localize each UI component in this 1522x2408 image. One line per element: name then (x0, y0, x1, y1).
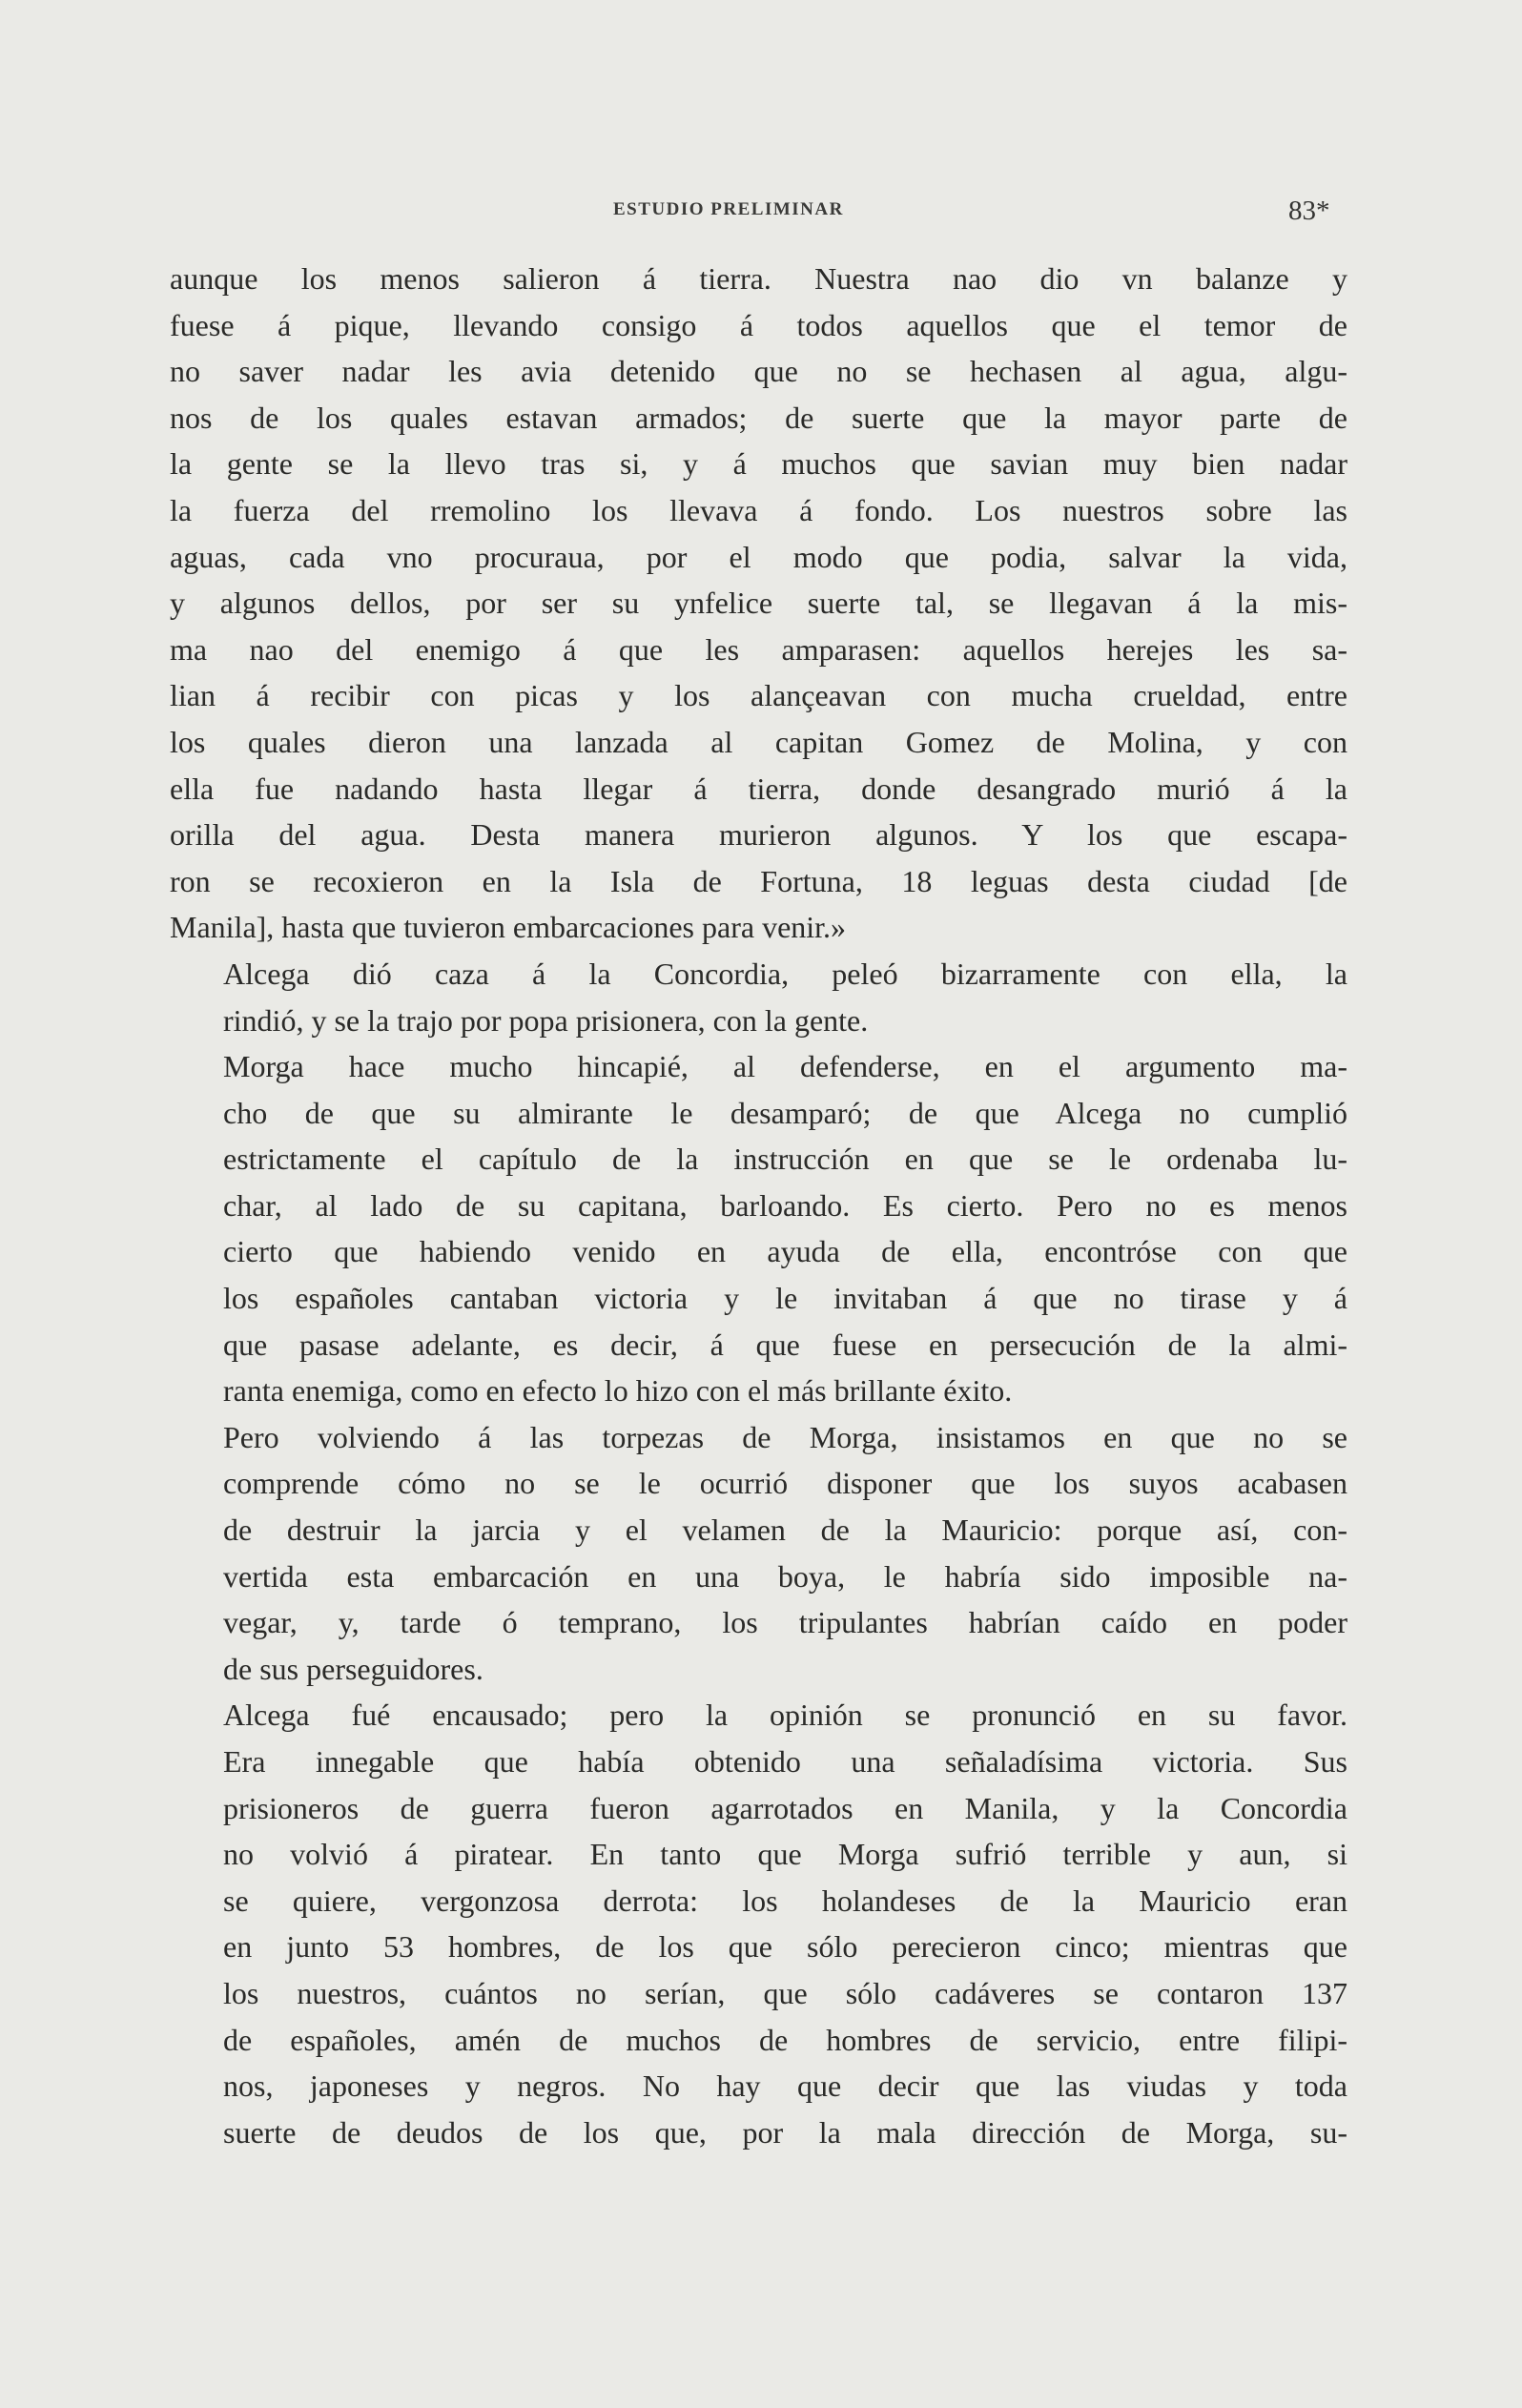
paragraph-alcega-caza (170, 951, 1347, 1043)
text-line: Alcega dió caza á la Concordia, peleó bizarramente con ella, la (223, 956, 1347, 991)
text-line: Era innegable que había obtenido una señaladísima victoria. Sus (223, 1744, 1347, 1779)
text-line: aunque los menos salieron á tierra. Nuestra nao dio vn balanze y (170, 261, 1347, 296)
paragraph-quote-end (170, 256, 1347, 951)
text-line: ron se recoxieron en la Isla de Fortuna, 18 leguas desta ciudad [de (170, 863, 1347, 898)
text-line: fuese á pique, llevando consigo á todos aquellos que el temor de (170, 307, 1347, 342)
text-line: Pero volviendo á las torpezas de Morga, insistamos en que no se (223, 1419, 1347, 1454)
text-line: orilla del agua. Desta manera murieron algunos. Y los que escapa- (170, 817, 1347, 853)
text-line: la gente se la llevo tras si, y á muchos que savian muy bien nadar (170, 446, 1347, 482)
text-line: se quiere, vergonzosa derrota: los holandeses de la Mauricio eran (223, 1883, 1347, 1918)
text-line: cho de que su almirante le desamparó; de que Alcega no cumplió (223, 1095, 1347, 1130)
text-line: nos de los quales estavan armados; de suerte que la mayor parte de (170, 400, 1347, 435)
body-text (170, 256, 1347, 2155)
text-line: no saver nadar les avia detenido que no se hechasen al agua, algu- (170, 354, 1347, 389)
text-line: prisioneros de guerra fueron agarrotados en Manila, y la Concordia (223, 1790, 1347, 1825)
page-number: 83* (1288, 196, 1330, 226)
text-line: aguas, cada vno procuraua, por el modo que podia, salvar la vida, (170, 539, 1347, 574)
text-line: de destruir la jarcia y el velamen de la Mauricio: porque así, con- (223, 1513, 1347, 1548)
text-line: que pasase adelante, es decir, á que fuese en persecución de la almi- (223, 1327, 1347, 1362)
text-line: los quales dieron una lanzada al capitan Gomez de Molina, y con (170, 724, 1347, 759)
paragraph-morga-hincapie (170, 1043, 1347, 1414)
text-line: cierto que habiendo venido en ayuda de ella, encontróse con que (223, 1234, 1347, 1269)
text-line: rindió, y se la trajo por popa prisionera, con la gente. (223, 1002, 869, 1038)
text-line: de españoles, amén de muchos de hombres de servicio, entre filipi- (223, 2022, 1347, 2057)
paragraph-alcega-encausado (170, 1692, 1347, 2155)
text-line: en junto 53 hombres, de los que sólo perecieron cinco; mientras que (223, 1929, 1347, 1965)
text-line: de sus perseguidores. (223, 1651, 483, 1686)
text-line: y algunos dellos, por ser su ynfelice suerte tal, se llegavan á la mis- (170, 586, 1347, 621)
text-line: vertida esta embarcación en una boya, le habría sido imposible na- (223, 1558, 1347, 1594)
text-line: los nuestros, cuántos no serían, que sólo cadáveres se contaron 137 (223, 1975, 1347, 2010)
text-line: la fuerza del rremolino los llevava á fondo. Los nuestros sobre las (170, 492, 1347, 527)
text-line: no volvió á piratear. En tanto que Morga sufrió terrible y aun, si (223, 1837, 1347, 1872)
text-line: char, al lado de su capitana, barloando. Es cierto. Pero no es menos (223, 1187, 1347, 1223)
paragraph-torpezas (170, 1414, 1347, 1693)
text-line: Manila], hasta que tuvieron embarcaciones para venir.» (170, 910, 847, 945)
text-line: ella fue nadando hasta llegar á tierra, donde desangrado murió á la (170, 771, 1347, 806)
text-line: ma nao del enemigo á que les amparasen: aquellos herejes les sa- (170, 631, 1347, 667)
text-line: comprende cómo no se le ocurrió disponer que los suyos acabasen (223, 1466, 1347, 1501)
running-head: ESTUDIO PRELIMINAR (613, 199, 844, 219)
text-line: estrictamente el capítulo de la instrucción en que se le ordenaba lu- (223, 1142, 1347, 1177)
text-line: vegar, y, tarde ó temprano, los tripulantes habrían caído en poder (223, 1605, 1347, 1640)
text-line: suerte de deudos de los que, por la mala dirección de Morga, su- (223, 2114, 1347, 2150)
text-line: lian á recibir con picas y los alançeavan con mucha crueldad, entre (170, 678, 1347, 713)
text-line: Morga hace mucho hincapié, al defenderse, en el argumento ma- (223, 1049, 1347, 1084)
text-line: nos, japoneses y negros. No hay que decir que las viudas y toda (223, 2068, 1347, 2104)
text-line: ranta enemiga, como en efecto lo hizo con el más brillante éxito. (223, 1373, 1013, 1409)
text-line: Alcega fué encausado; pero la opinión se pronunció en su favor. (223, 1698, 1347, 1733)
text-line: los españoles cantaban victoria y le invitaban á que no tirase y á (223, 1281, 1347, 1316)
